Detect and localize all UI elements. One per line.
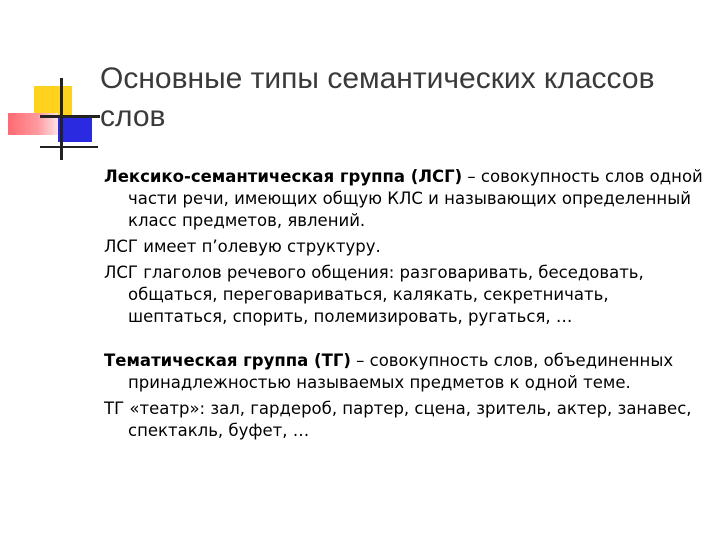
definition-tg: – совокупность слов, объединенных принадлежностью называемых предметов к одной теме. bbox=[128, 351, 674, 392]
paragraph-tg-definition bbox=[104, 350, 704, 394]
horizontal-line-bottom bbox=[40, 146, 98, 148]
decorative-logo bbox=[0, 0, 100, 170]
text-tg-example: ТГ «театр»: зал, гардероб, партер, сцена, зритель, актер, занавес, спектакль, буфет, … bbox=[104, 399, 692, 440]
horizontal-line bbox=[40, 115, 100, 118]
paragraph-lsg-structure bbox=[104, 236, 704, 258]
slide-title: Основные типы семантических классов слов bbox=[100, 62, 655, 133]
slide-body bbox=[104, 166, 704, 446]
paragraph-lsg-definition bbox=[104, 166, 704, 232]
term-tg: Тематическая группа (ТГ) bbox=[104, 351, 351, 370]
term-lsg: Лексико-семантическая группа (ЛСГ) bbox=[104, 167, 463, 186]
blue-square bbox=[58, 118, 92, 142]
paragraph-tg-example bbox=[104, 398, 704, 442]
text-lsg-example: ЛСГ глаголов речевого общения: разговаривать, беседовать, общаться, переговариваться, калякать, секретничать, шептаться, спорить, полемизировать, ругаться, … bbox=[104, 263, 644, 326]
text-lsg-structure: ЛСГ имеет п’олевую структуру. bbox=[104, 237, 381, 256]
paragraph-lsg-example bbox=[104, 262, 704, 328]
definition-lsg: – совокупность слов одной части речи, имеющих общую КЛС и называющих определенный класс предметов, явлений. bbox=[128, 167, 703, 230]
